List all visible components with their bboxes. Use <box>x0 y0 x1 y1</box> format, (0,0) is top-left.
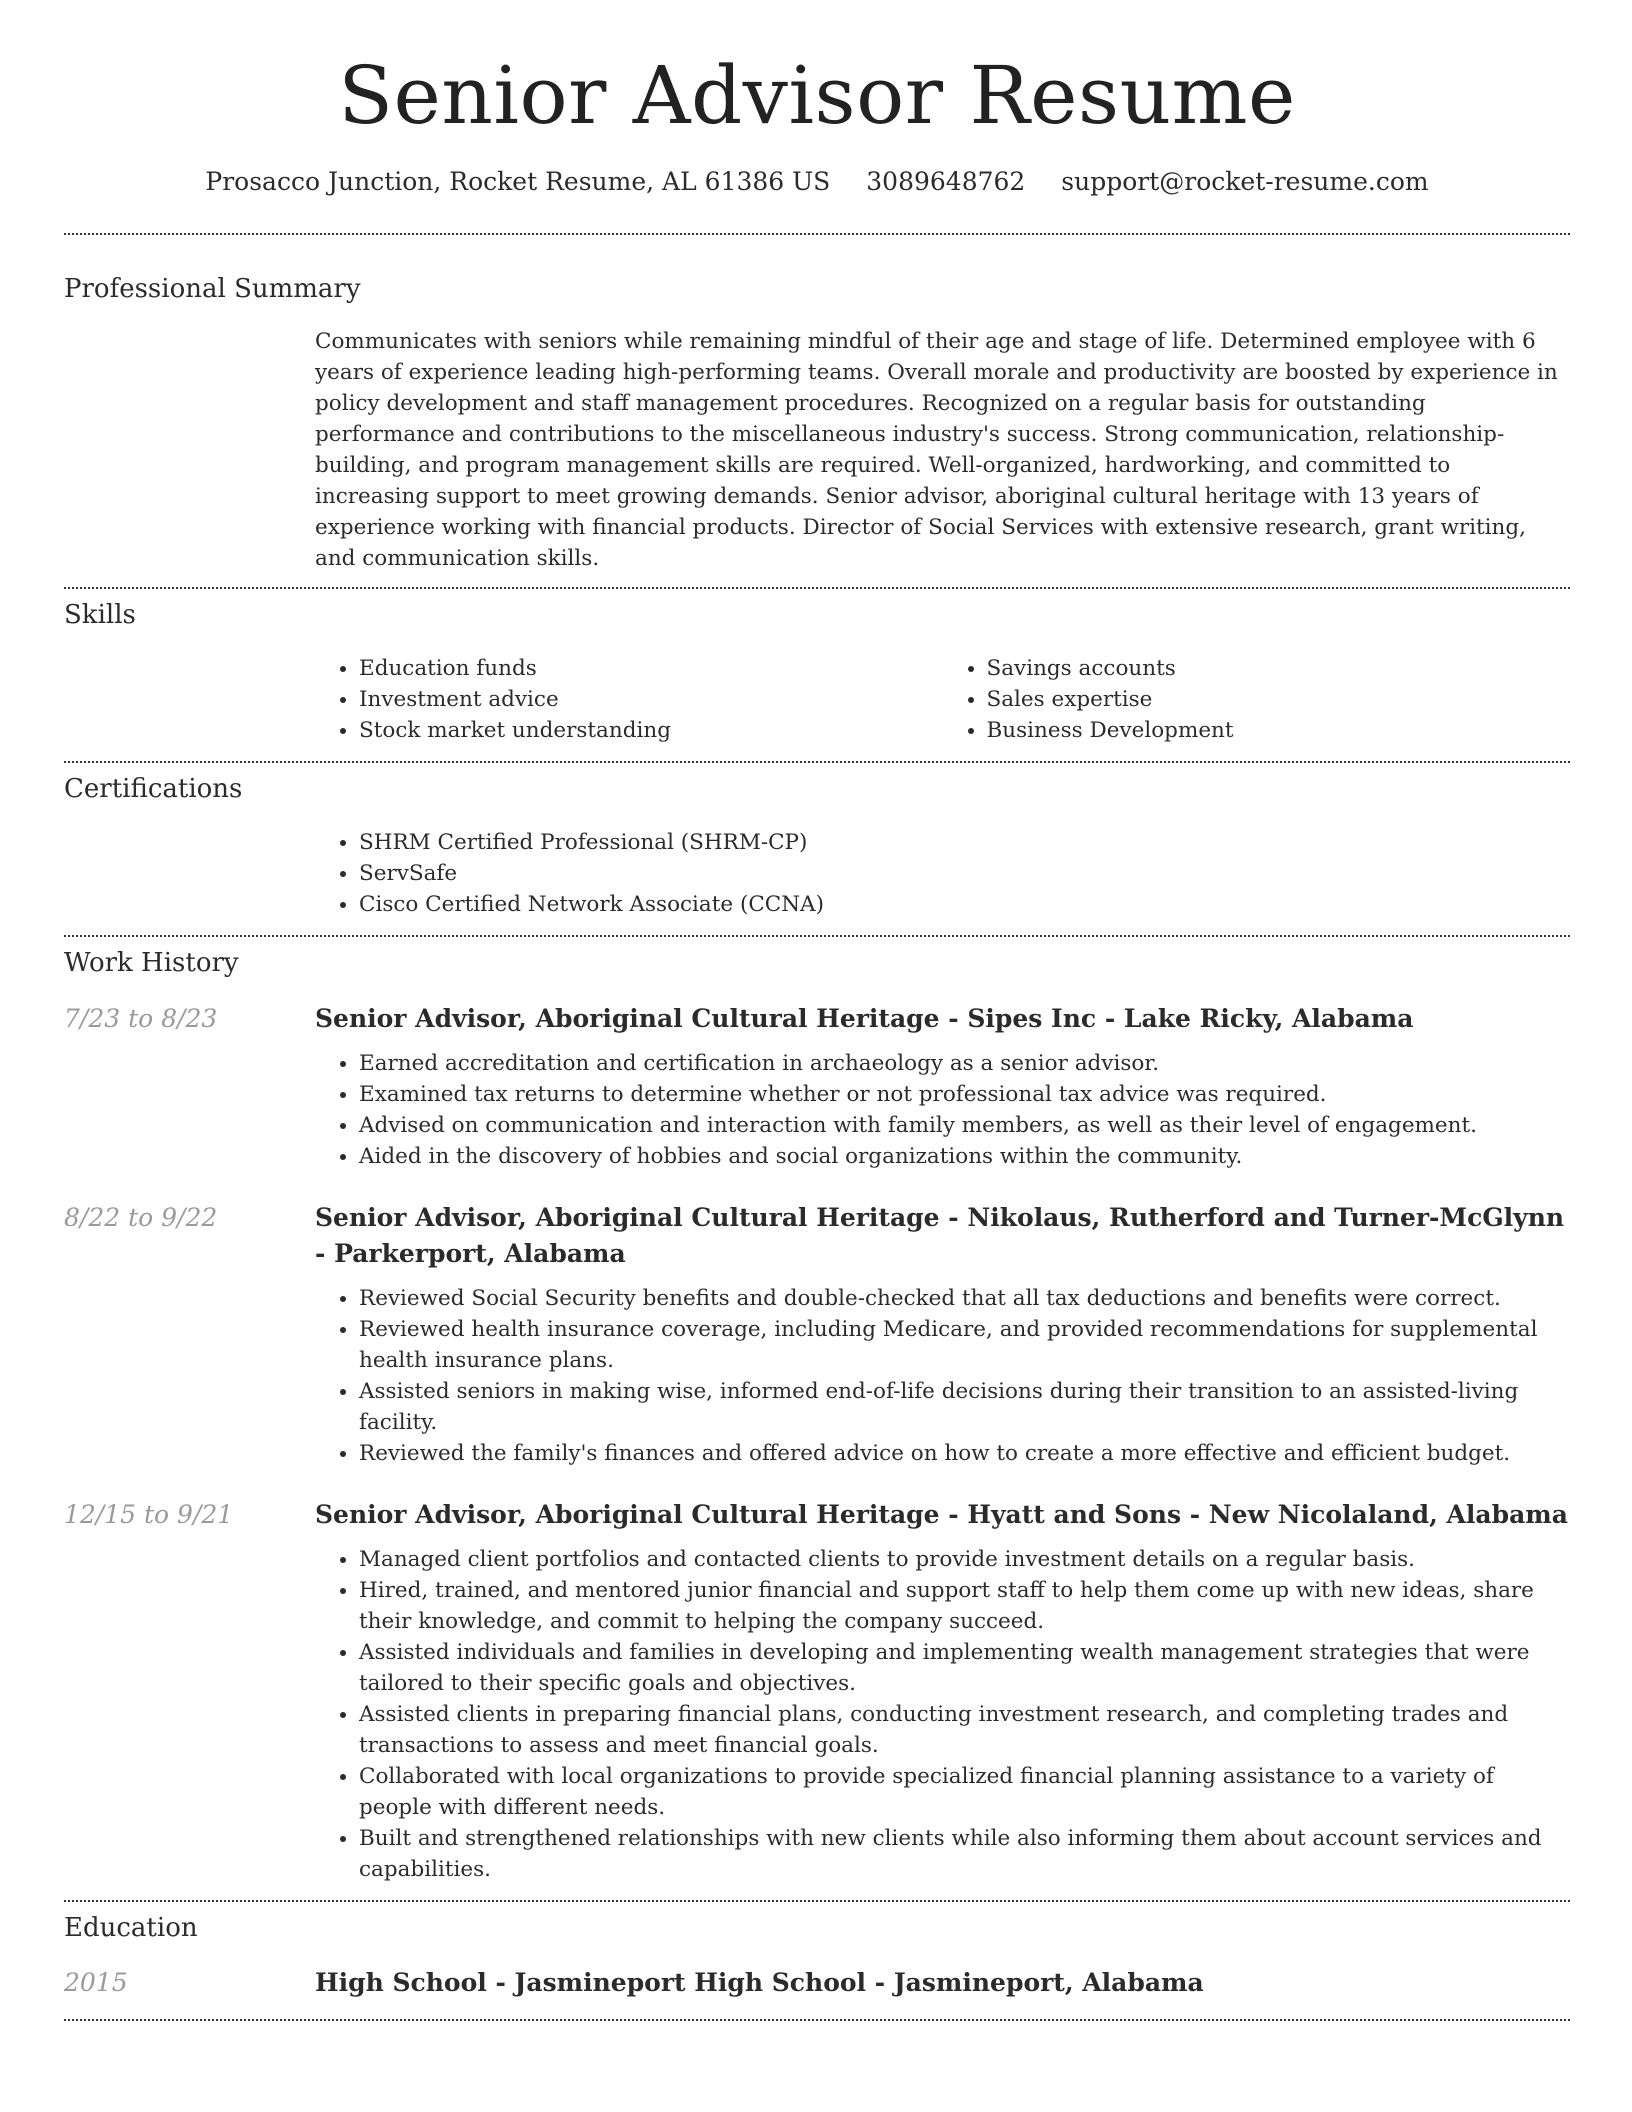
skill-item: • Stock market understanding <box>359 715 943 746</box>
certification-item: • Cisco Certified Network Associate (CCNA) <box>359 889 1570 920</box>
summary-section <box>64 235 1570 575</box>
certification-item: • SHRM Certified Professional (SHRM-CP) <box>359 827 1570 858</box>
job-bullet: • Reviewed the family's finances and offered advice on how to create a more effective and efficient budget. <box>359 1438 1570 1469</box>
certifications-section <box>64 763 1570 920</box>
job-bullets <box>315 1544 1570 1885</box>
job-bullets <box>315 1048 1570 1172</box>
education-section <box>64 1902 1570 2002</box>
skills-heading: Skills <box>64 600 136 631</box>
job-dates: 12/15 to 9/21 <box>64 1499 234 1529</box>
job-bullet: • Collaborated with local organizations to provide specialized financial planning assistance to a variety of people with different needs. <box>359 1761 1570 1823</box>
contact-phone: 3089648762 <box>866 167 1026 196</box>
job-dates: 8/22 to 9/22 <box>64 1202 218 1232</box>
contact-line <box>64 166 1570 199</box>
work-section <box>64 937 1570 1885</box>
summary-text: Communicates with seniors while remaining mindful of their age and stage of life. Determined employee with 6 years of experience leading high-performing teams. Overall morale and productivity are boosted by experience in policy development and staff management procedures. Recognized on a regular basis for outstanding performance and contributions to the miscellaneous industry's success. Strong communication, relationship-building, and program management skills are required. Well-organized, hardworking, and committed to increasing support to meet growing demands. Senior advisor, aboriginal cultural heritage with 13 years of experience working with financial products. Director of Social Services with extensive research, grant writing, and communication skills. <box>315 329 1558 572</box>
skill-item: • Savings accounts <box>987 653 1571 684</box>
job-bullet: • Assisted clients in preparing financial plans, conducting investment research, and completing trades and transactions to assess and meet financial goals. <box>359 1699 1570 1761</box>
job-bullet: • Examined tax returns to determine whether or not professional tax advice was required. <box>359 1079 1570 1110</box>
certifications-heading: Certifications <box>64 774 243 805</box>
skills-list-right <box>943 653 1571 746</box>
skills-list-left <box>315 653 943 746</box>
job-bullet: • Advised on communication and interaction with family members, as well as their level of engagement. <box>359 1110 1570 1141</box>
skill-item: • Education funds <box>359 653 943 684</box>
job-bullet: • Assisted seniors in making wise, informed end-of-life decisions during their transition to an assisted-living facility. <box>359 1376 1570 1438</box>
job-bullet: • Earned accreditation and certification in archaeology as a senior advisor. <box>359 1048 1570 1079</box>
job-bullet: • Aided in the discovery of hobbies and social organizations within the community. <box>359 1141 1570 1172</box>
work-heading: Work History <box>64 947 239 978</box>
job-bullets <box>315 1283 1570 1469</box>
skill-item: • Investment advice <box>359 684 943 715</box>
job-dates: 7/23 to 8/23 <box>64 1003 218 1033</box>
resume-title: Senior Advisor Resume <box>338 49 1296 142</box>
job-bullet: • Built and strengthened relationships with new clients while also informing them about account services and capabilities. <box>359 1823 1570 1885</box>
job-bullet: • Managed client portfolios and contacted clients to provide investment details on a regular basis. <box>359 1544 1570 1575</box>
job-entry <box>64 1200 1570 1469</box>
job-title: Senior Advisor, Aboriginal Cultural Heritage - Nikolaus, Rutherford and Turner-McGlynn - Parkerport, Alabama <box>315 1202 1565 1268</box>
job-bullet: • Hired, trained, and mentored junior financial and support staff to help them come up with new ideas, share their knowledge, and commit to helping the company succeed. <box>359 1575 1570 1637</box>
skills-section <box>64 589 1570 746</box>
job-entry <box>64 1001 1570 1172</box>
job-bullet: • Assisted individuals and families in developing and implementing wealth management strategies that were tailored to their specific goals and objectives. <box>359 1637 1570 1699</box>
skill-item: • Sales expertise <box>987 684 1571 715</box>
education-heading: Education <box>64 1912 198 1943</box>
education-year: 2015 <box>64 1968 128 1998</box>
job-title: Senior Advisor, Aboriginal Cultural Heritage - Hyatt and Sons - New Nicolaland, Alabama <box>315 1499 1568 1529</box>
resume-page <box>64 0 1570 2021</box>
skill-item: • Business Development <box>987 715 1571 746</box>
job-title: Senior Advisor, Aboriginal Cultural Heritage - Sipes Inc - Lake Ricky, Alabama <box>315 1003 1414 1033</box>
certification-item: • ServSafe <box>359 858 1570 889</box>
contact-email: support@rocket-resume.com <box>1061 167 1429 196</box>
certifications-list <box>315 827 1570 920</box>
divider <box>64 2019 1570 2021</box>
education-title: High School - Jasmineport High School - Jasmineport, Alabama <box>315 1968 1204 1998</box>
education-entry <box>64 1965 1570 2001</box>
job-entry <box>64 1497 1570 1885</box>
summary-heading: Professional Summary <box>64 273 361 304</box>
job-bullet: • Reviewed Social Security benefits and double-checked that all tax deductions and benefits were correct. <box>359 1283 1570 1314</box>
contact-address: Prosacco Junction, Rocket Resume, AL 61386 US <box>205 167 831 196</box>
job-bullet: • Reviewed health insurance coverage, including Medicare, and provided recommendations for supplemental health insurance plans. <box>359 1314 1570 1376</box>
